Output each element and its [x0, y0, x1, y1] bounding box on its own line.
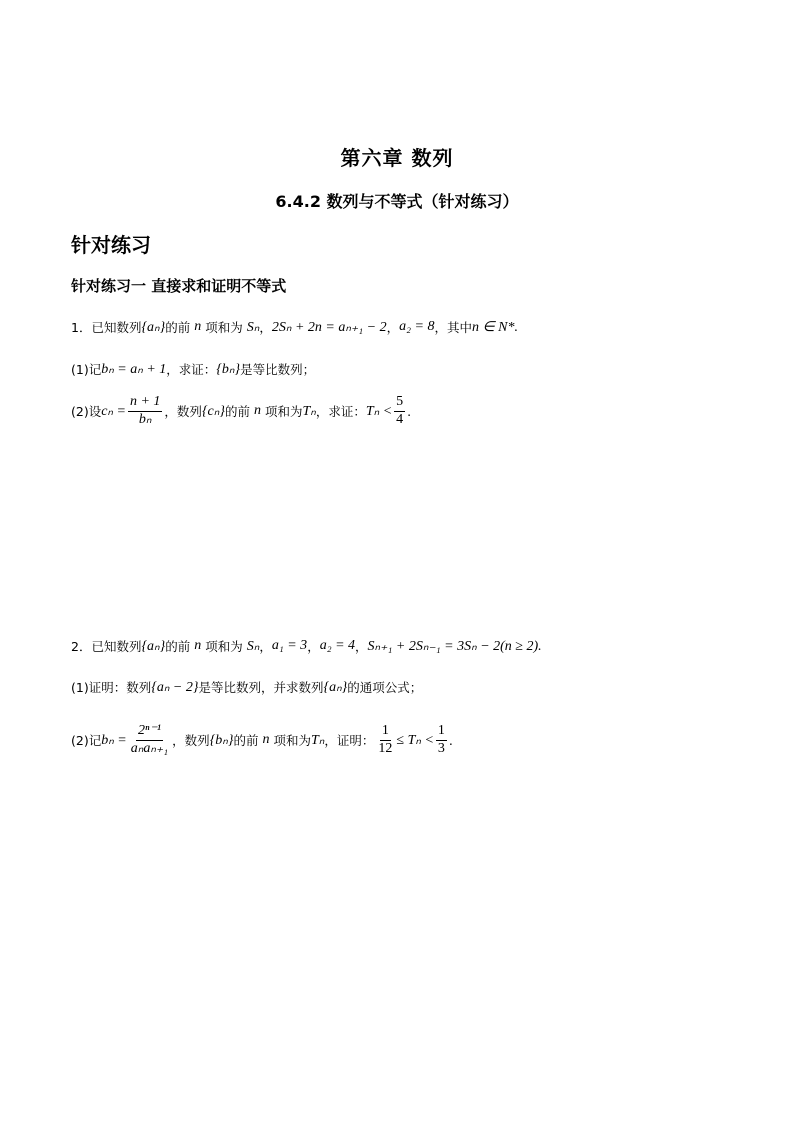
problem-2-statement: 2．已知数列 {aₙ} 的前 n 项和为 Sₙ ， a₁ = 3 ， a₂ = 4 ， Sₙ₊₁ + 2Sₙ₋₁ = 3Sₙ − 2(n ≥ 2). [71, 638, 542, 654]
part-label: (2)设 [71, 404, 102, 420]
problem-1-part-2-seq: {cₙ} [201, 403, 225, 419]
fraction-numerator: 1 [436, 724, 447, 741]
part-label: (1)证明：数列 [71, 680, 152, 695]
problem-2-part-2-lhs: bₙ = [101, 732, 127, 748]
problem-1-prefix: 1．已知数列 [71, 320, 142, 335]
problem-1-part-1 [71, 360, 315, 378]
problem-1-part-2 [71, 395, 411, 427]
fraction [376, 724, 394, 756]
problem-1-eq1: 2Sₙ + 2n = aₙ₊₁ − 2 [271, 319, 387, 335]
fraction-numerator: n + 1 [128, 395, 162, 412]
problem-2-eq2: a₂ = 4 [319, 638, 356, 653]
problem-1-part-1-eq: bₙ = aₙ + 1 [101, 361, 167, 377]
problem-2-seq: {aₙ} [141, 638, 166, 654]
problem-2-Sn: Sₙ [246, 638, 260, 654]
problem-1-part-2-ineq: Tₙ < [365, 403, 393, 419]
chapter-title: 第六章 数列 [340, 146, 454, 170]
problem-1-text: 项和为 [205, 320, 243, 335]
part-text: ，求证： [166, 362, 217, 377]
problem-2-part-2-n: n [262, 732, 270, 748]
part-label: (2)记 [71, 733, 102, 749]
part-text: 项和为 [264, 404, 303, 420]
problem-1-seq: {aₙ} [141, 319, 166, 335]
fraction-denominator: 4 [396, 411, 404, 427]
problem-1-eq2: a₂ = 8 [399, 319, 435, 334]
fraction-numerator: 1 [380, 724, 391, 741]
fraction [129, 724, 170, 756]
problem-1-statement: 1．已知数列 {aₙ} 的前 n 项和为 Sₙ ， 2Sₙ + 2n = aₙ₊₁ − 2 ， a₂ = 8 ，其中 n ∈ N*. [71, 319, 519, 335]
fraction [436, 724, 447, 756]
part-text: . [448, 732, 453, 748]
fraction-denominator: bₙ [138, 411, 152, 427]
part-text: 的通项公式； [347, 680, 423, 695]
part-text: ，数列 [172, 733, 210, 749]
problem-2-text: 项和为 [205, 639, 243, 654]
part-text: 是等比数列，并求数列 [198, 680, 324, 695]
problem-1-text: 的前 [165, 320, 191, 335]
problem-1-Sn: Sₙ [246, 319, 260, 335]
fraction-numerator: 5 [394, 395, 405, 412]
part-text: ，证明： [324, 733, 375, 749]
problem-2-part-1 [71, 678, 422, 696]
problem-1-text: ，其中 [434, 320, 472, 335]
fraction-denominator: 12 [378, 740, 393, 756]
part-label: (1)记 [71, 362, 102, 377]
problem-1-part-2-n: n [253, 403, 261, 419]
part-text: 的前 [233, 733, 259, 749]
problem-2-part-2 [71, 724, 453, 756]
part-text: 的前 [224, 404, 250, 420]
part-text: 项和为 [273, 733, 311, 749]
problem-1-n: n [194, 319, 202, 334]
problem-2-part-1-seq2: {aₙ} [323, 679, 348, 695]
part-text: . [407, 403, 412, 419]
problem-2-text: 的前 [165, 639, 191, 654]
problem-1-part-1-seq: {bₙ} [216, 361, 241, 377]
fraction-numerator: 2ⁿ⁻¹ [136, 724, 163, 741]
problem-2-n: n [194, 638, 202, 653]
fraction [128, 395, 162, 427]
fraction-denominator: aₙaₙ₊₁ [130, 740, 169, 756]
part-text: ，数列 [164, 404, 202, 420]
problem-2-part-1-seq: {aₙ − 2} [151, 679, 199, 695]
practice-subheading: 针对练习一 直接求和证明不等式 [71, 277, 287, 295]
problem-2-eq1: a₁ = 3 [271, 638, 308, 653]
problem-1-part-2-Tn: Tₙ [302, 403, 316, 419]
problem-2-part-2-ineq: ≤ Tₙ < [396, 732, 434, 748]
problem-2-eq3: Sₙ₊₁ + 2Sₙ₋₁ = 3Sₙ − 2(n ≥ 2). [367, 638, 542, 654]
practice-heading: 针对练习 [71, 233, 151, 257]
section-title: 6.4.2 数列与不等式（针对练习） [275, 192, 519, 211]
problem-1-condition: n ∈ N*. [471, 319, 519, 335]
problem-1-part-2-lhs: cₙ = [101, 403, 126, 419]
part-text: ，求证： [315, 404, 366, 420]
problem-2-part-2-seq: {bₙ} [209, 732, 234, 748]
part-text: 是等比数列； [240, 362, 316, 377]
problem-2-prefix: 2．已知数列 [71, 639, 142, 654]
problem-2-part-2-Tn: Tₙ [311, 732, 325, 748]
fraction-denominator: 3 [437, 740, 445, 756]
fraction [394, 395, 405, 427]
